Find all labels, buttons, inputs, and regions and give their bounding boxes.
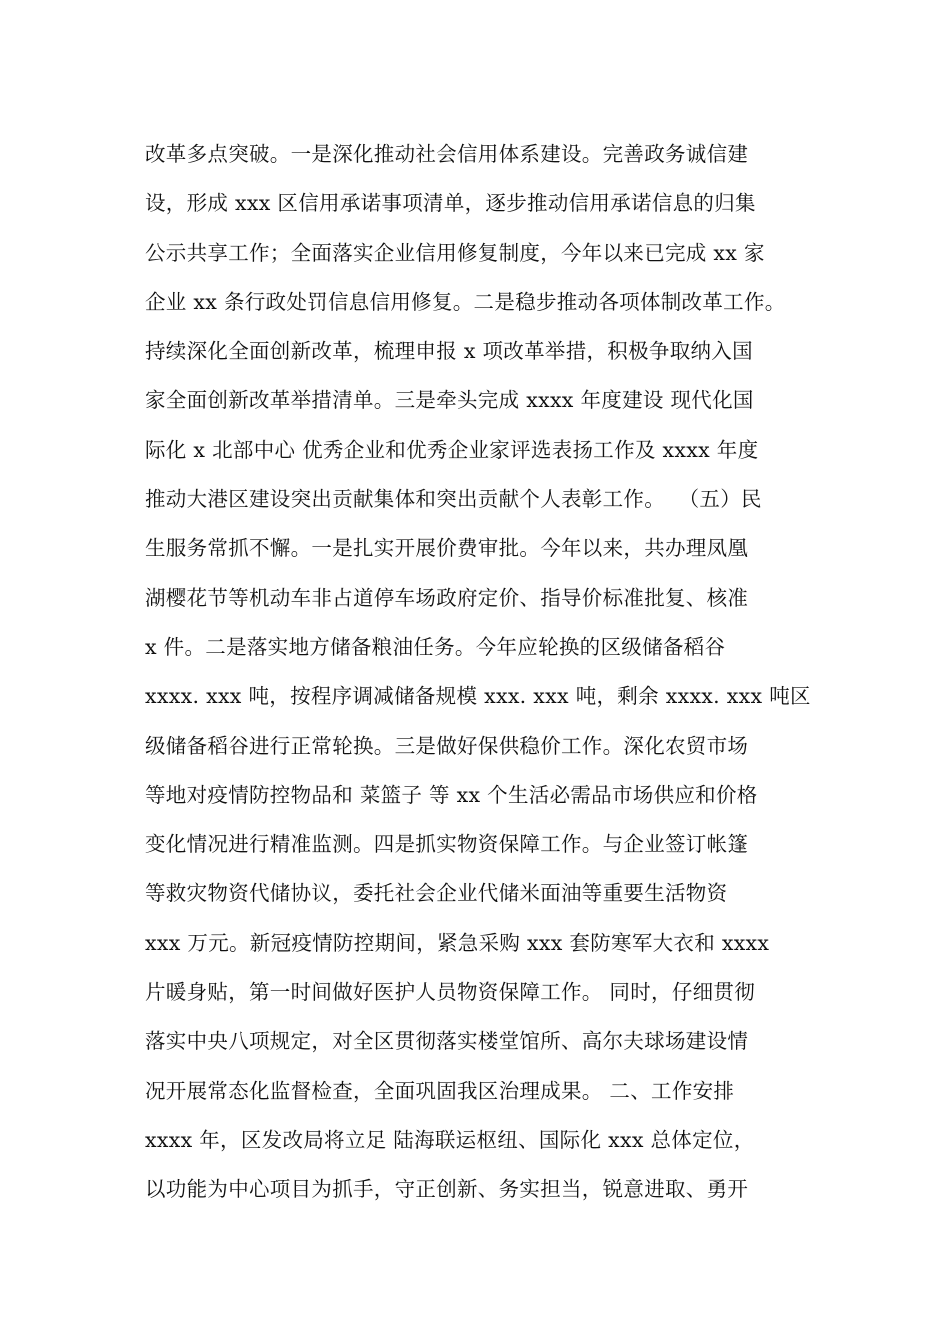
text-line: 以功能为中心项目为抓手，守正创新、务实担当，锐意进取、勇开 (145, 1177, 749, 1202)
text-line: 家全面创新改革举措清单。三是牵头完成 xxxx 年度建设 现代化国 (145, 388, 754, 413)
text-line: 况开展常态化监督检查，全面巩固我区治理成果。 二、工作安排 (145, 1078, 735, 1103)
text-line: 湖樱花节等机动车非占道停车场政府定价、指导价标准批复、核准 (145, 585, 749, 610)
text-line: 推动大港区建设突出贡献集体和突出贡献个人表彰工作。 （五）民 (145, 487, 762, 512)
text-line: 生服务常抓不懈。一是扎实开展价费审批。今年以来，共办理凤凰 (145, 536, 749, 561)
body-text (145, 130, 845, 1215)
text-line: 等救灾物资代储协议，委托社会企业代储米面油等重要生活物资 (145, 881, 728, 906)
text-line: 等地对疫情防控物品和 菜篮子 等 xx 个生活必需品市场供应和价格 (145, 782, 758, 807)
text-line: 际化 x 北部中心 优秀企业和优秀企业家评选表扬工作及 xxxx 年度 (145, 437, 759, 462)
text-line: xxxx. xxx 吨，按程序调减储备规模 xxx. xxx 吨，剩余 xxxx. xxx 吨区 (145, 684, 811, 709)
text-line: 改革多点突破。一是深化推动社会信用体系建设。完善政务诚信建 (145, 142, 749, 166)
text-line: xxx 万元。新冠疫情防控期间，紧急采购 xxx 套防寒军大衣和 xxxx (145, 930, 770, 955)
text-line: 企业 xx 条行政处罚信息信用修复。二是稳步推动各项体制改革工作。 (145, 289, 786, 314)
text-line: x 件。二是落实地方储备粮油任务。今年应轮换的区级储备稻谷 (145, 634, 726, 659)
text-line: 变化情况进行精准监测。四是抓实物资保障工作。与企业签订帐篷 (145, 832, 749, 857)
text-line: 落实中央八项规定，对全区贯彻落实楼堂馆所、高尔夫球场建设情 (145, 1029, 749, 1054)
text-line: xxxx 年，区发改局将立足 陆海联运枢纽、国际化 xxx 总体定位， (145, 1127, 755, 1152)
text-line: 持续深化全面创新改革，梳理申报 x 项改革举措，积极争取纳入国 (145, 339, 753, 364)
text-line: 设，形成 xxx 区信用承诺事项清单，逐步推动信用承诺信息的归集 (145, 191, 756, 216)
text-line: 级储备稻谷进行正常轮换。三是做好保供稳价工作。深化农贸市场 (145, 733, 749, 758)
text-line: 公示共享工作；全面落实企业信用修复制度，今年以来已完成 xx 家 (145, 240, 765, 265)
text-line: 片暖身贴，第一时间做好医护人员物资保障工作。 同时，仔细贯彻 (145, 980, 756, 1005)
